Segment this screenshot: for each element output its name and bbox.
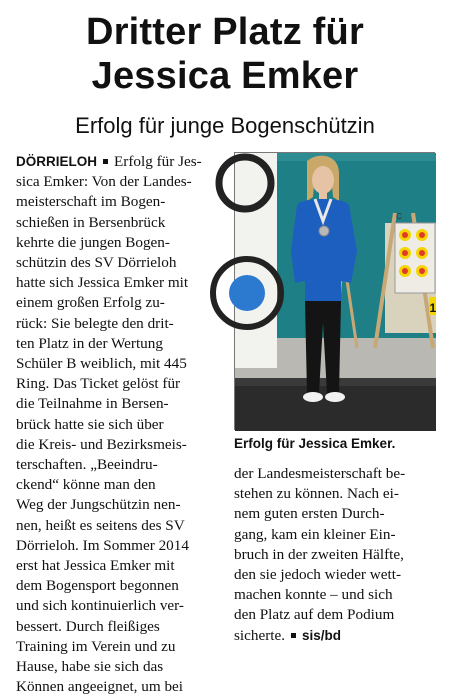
headline-line-1: Dritter Platz für: [86, 11, 364, 53]
subheadline: Erfolg für junge Bogenschützin: [75, 113, 375, 138]
bullet-square-icon: [291, 633, 296, 638]
article-line: kehrte die jungen Bogen-: [16, 233, 170, 251]
target-face-left-inner: [229, 275, 265, 311]
headline-line-2: Jessica Emker: [91, 55, 359, 97]
article-line: gang, kam ein kleiner Ein-: [234, 525, 396, 543]
article-line: Hause, habe sie sich das: [16, 658, 164, 676]
article-line: ten Platz in der Wertung: [16, 334, 163, 352]
article-column-left: [16, 152, 224, 697]
article-line: schützin des SV Dörrieloh: [16, 254, 177, 272]
article-line: nem guten ersten Durch-: [234, 505, 385, 523]
article-line: nen, heißt es seitens des SV: [16, 516, 185, 534]
article-line: Schüler B weiblich, mit 445: [16, 355, 187, 373]
article-line: sica Emker: Von der Landes-: [16, 173, 192, 191]
bullet-square-icon: [103, 159, 108, 164]
archer-podium-photo: [235, 153, 436, 431]
author-credit: sis/bd: [302, 627, 342, 643]
article-line: Ring. Das Ticket gelöst für: [16, 375, 181, 393]
article-line: machen konnte – und sich: [234, 586, 393, 604]
article-line: meisterschaft im Bogen-: [16, 193, 166, 211]
podium-number: 1: [429, 301, 437, 315]
article-column-right: [234, 464, 434, 646]
article-line: und sich kontinuierlich ver-: [16, 597, 184, 615]
article-line: bessert. Durch fleißiges: [16, 617, 160, 635]
article-line: rück: Sie belegte den drit-: [16, 314, 174, 332]
article-line: [16, 152, 224, 172]
article-text: sicherte.: [234, 626, 286, 644]
article-line: Dörrieloh. Im Sommer 2014: [16, 536, 189, 554]
article-line: die Teilnahme in Bersen-: [16, 395, 169, 413]
headline: [0, 10, 450, 98]
article-line: den Platz auf dem Podium: [234, 606, 395, 624]
article-line: der Landesmeisterschaft be-: [234, 465, 406, 482]
article-line: ckend“ könne man den: [16, 476, 156, 494]
article-line: dem Bogensport begonnen: [16, 577, 179, 595]
article-line: brück hatte sie sich über: [16, 415, 164, 433]
article-line: einem großen Erfolg zu-: [16, 294, 165, 312]
article-line: [234, 626, 434, 646]
photo-caption: Erfolg für Jessica Emker.: [234, 436, 396, 451]
article-text: Erfolg für Jes-: [114, 153, 202, 170]
news-photo: [234, 152, 435, 430]
article-line: Weg der Jungschützin nen-: [16, 496, 181, 514]
article-line: hatte sich Jessica Emker mit: [16, 274, 189, 292]
article-line: Training im Verein und zu: [16, 637, 176, 655]
article-line: schießen in Bersenbrück: [16, 213, 166, 231]
article-line: die Kreis- und Bezirksmeis-: [16, 435, 187, 453]
article-line: stehen zu können. Nach ei-: [234, 485, 399, 503]
article-line: bruch in der zweiten Hälfte,: [234, 545, 404, 563]
article-line: terschaften. „Beeindru-: [16, 456, 158, 474]
article-line: Können angeeignet, um bei: [16, 678, 184, 696]
target-letter: C: [396, 212, 402, 221]
dateline: DÖRRIELOH: [16, 154, 97, 169]
article-line: den sie jedoch wieder wett-: [234, 566, 401, 584]
article-line: erst hat Jessica Emker mit: [16, 557, 175, 575]
